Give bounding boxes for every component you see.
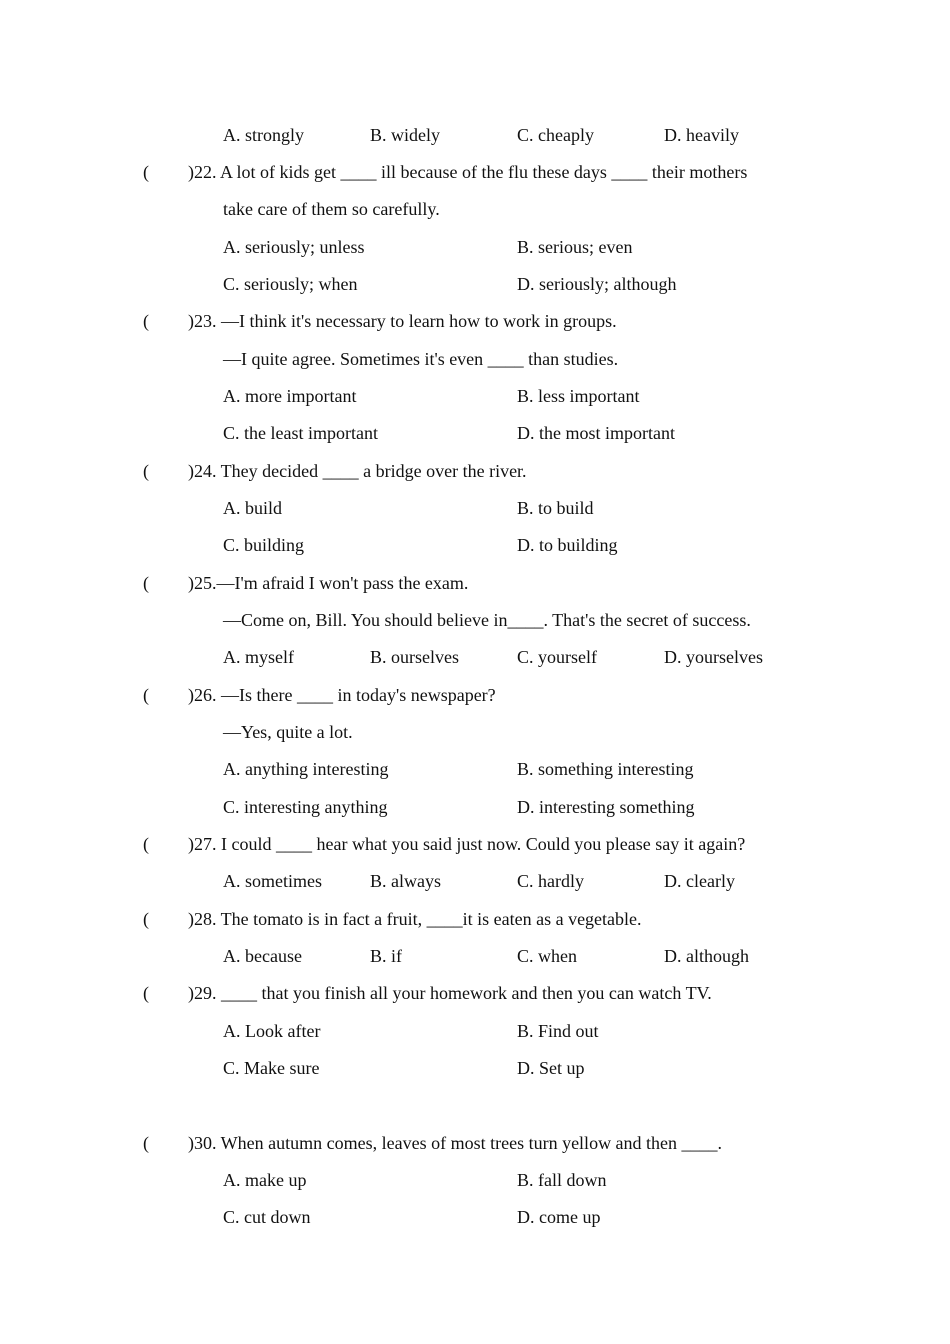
q23-option-a: A. more important <box>223 386 357 406</box>
q27-answer-paren: ( <box>143 834 149 854</box>
q23-option-b: B. less important <box>517 386 640 406</box>
q28-option-b: B. if <box>370 946 403 966</box>
q27-option-d: D. clearly <box>664 871 735 891</box>
q24-option-b: B. to build <box>517 498 594 518</box>
q30-option-b: B. fall down <box>517 1170 607 1190</box>
q23-answer-paren: ( <box>143 311 149 331</box>
q30-answer-paren: ( <box>143 1133 149 1153</box>
q23-stem: )23. —I think it's necessary to learn how to work in groups. <box>188 311 617 331</box>
q29-stem: )29. ____ that you finish all your homework and then you can watch TV. <box>188 983 712 1003</box>
q25-option-a: A. myself <box>223 647 294 667</box>
q21-option-a: A. strongly <box>223 125 304 145</box>
q21-option-b: B. widely <box>370 125 440 145</box>
q26-option-a: A. anything interesting <box>223 759 389 779</box>
q30-option-a: A. make up <box>223 1170 307 1190</box>
q22-stem-cont: take care of them so carefully. <box>223 199 440 219</box>
q22-stem: )22. A lot of kids get ____ ill because of the flu these days ____ their mothers <box>188 162 748 182</box>
q25-stem-cont: —Come on, Bill. You should believe in____. That's the secret of success. <box>223 610 751 630</box>
q29-option-b: B. Find out <box>517 1021 599 1041</box>
q23-option-d: D. the most important <box>517 423 675 443</box>
q25-answer-paren: ( <box>143 573 149 593</box>
q22-option-a: A. seriously; unless <box>223 237 365 257</box>
q22-option-c: C. seriously; when <box>223 274 358 294</box>
q21-option-c: C. cheaply <box>517 125 594 145</box>
q27-stem: )27. I could ____ hear what you said just now. Could you please say it again? <box>188 834 746 854</box>
q22-option-b: B. serious; even <box>517 237 633 257</box>
q30-option-c: C. cut down <box>223 1207 311 1227</box>
q28-option-a: A. because <box>223 946 302 966</box>
q24-answer-paren: ( <box>143 461 149 481</box>
q26-stem-cont: —Yes, quite a lot. <box>223 722 353 742</box>
q26-answer-paren: ( <box>143 685 149 705</box>
q25-option-b: B. ourselves <box>370 647 459 667</box>
q26-option-b: B. something interesting <box>517 759 694 779</box>
q30-option-d: D. come up <box>517 1207 601 1227</box>
q25-stem: )25.—I'm afraid I won't pass the exam. <box>188 573 469 593</box>
q22-answer-paren: ( <box>143 162 149 182</box>
q23-option-c: C. the least important <box>223 423 378 443</box>
q22-option-d: D. seriously; although <box>517 274 677 294</box>
q28-option-d: D. although <box>664 946 749 966</box>
q28-option-c: C. when <box>517 946 577 966</box>
q24-option-a: A. build <box>223 498 283 518</box>
q24-option-c: C. building <box>223 535 305 555</box>
q24-stem: )24. They decided ____ a bridge over the river. <box>188 461 527 481</box>
q29-answer-paren: ( <box>143 983 149 1003</box>
q27-option-b: B. always <box>370 871 441 891</box>
q29-option-a: A. Look after <box>223 1021 321 1041</box>
q29-option-d: D. Set up <box>517 1058 585 1078</box>
q23-stem-cont: —I quite agree. Sometimes it's even ____ than studies. <box>223 349 619 369</box>
q27-option-c: C. hardly <box>517 871 584 891</box>
q21-option-d: D. heavily <box>664 125 739 145</box>
q29-option-c: C. Make sure <box>223 1058 320 1078</box>
q30-stem: )30. When autumn comes, leaves of most trees turn yellow and then ____. <box>188 1133 723 1153</box>
q24-option-d: D. to building <box>517 535 618 555</box>
q25-option-c: C. yourself <box>517 647 597 667</box>
q25-option-d: D. yourselves <box>664 647 763 667</box>
q28-stem: )28. The tomato is in fact a fruit, ____it is eaten as a vegetable. <box>188 909 642 929</box>
q28-answer-paren: ( <box>143 909 149 929</box>
q26-stem: )26. —Is there ____ in today's newspaper? <box>188 685 496 705</box>
q26-option-d: D. interesting something <box>517 797 695 817</box>
q26-option-c: C. interesting anything <box>223 797 388 817</box>
q27-option-a: A. sometimes <box>223 871 322 891</box>
